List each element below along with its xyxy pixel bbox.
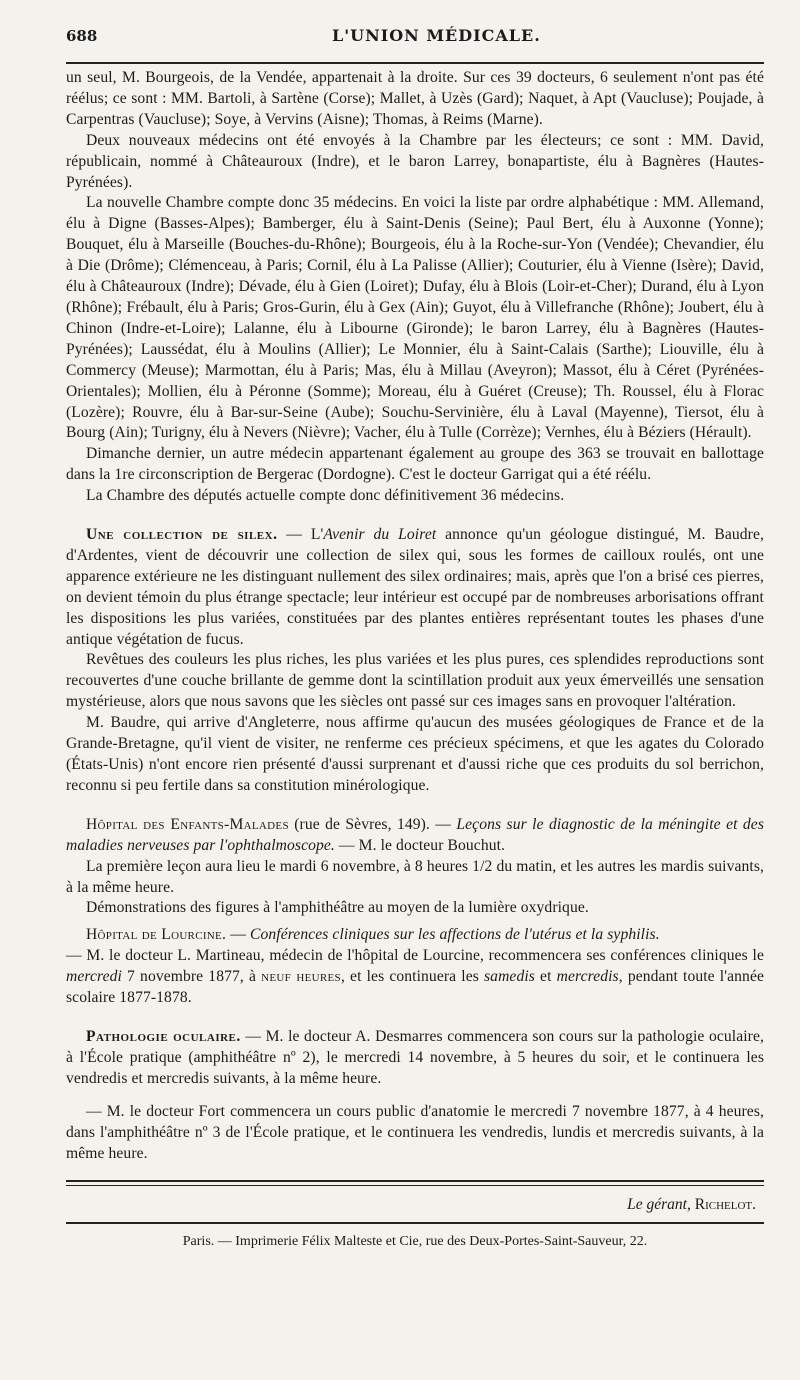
silex-paragraph-1 [66, 525, 764, 650]
elections-paragraph-2: Deux nouveaux médecins ont été envoyés à la Chambre par les électeurs; ce sont : MM. David, républicain, nommé à Châteauroux (Indre), et le baron Larrey, bonapartiste, élu à Bagnères (Hautes-Pyrénées). [66, 131, 764, 191]
article-body [66, 68, 764, 1164]
silex-paragraph-2: Revêtues des couleurs les plus riches, les plus variées et les plus pures, ces splendides reproductions sont recouvertes d'une couche brillante de gemme dont la scintillation produit aux yeux émerveillés une sensation mystérieuse, alors que nous savons que les siècles ont passé sur ces images sans en provoquer l'altération. [66, 651, 764, 711]
lourcine-text-b: 7 novembre 1877, à [121, 968, 262, 986]
running-head [66, 26, 764, 48]
lourcine-paragraph-2 [66, 946, 764, 1009]
elections-paragraph-4: Dimanche dernier, un autre médecin appartenant également au groupe des 363 se trouvait en ballottage dans la 1re circonscription de Bergerac (Dordogne). C'est le docteur Garrigat qui a été réélu. [66, 445, 764, 484]
oculaire-text: — M. le docteur A. Desmarres commencera son cours sur la pathologie oculaire, à l'École pratique (amphithéâtre nº 2), le mercredi 14 novembre, à 5 heures du soir, et le continuera les vendredis et mercredis suivants, à la même heure. [66, 1027, 764, 1087]
elections-paragraph-1: un seul, M. Bourgeois, de la Vendée, appartenait à la droite. Sur ces 39 docteurs, 6 seulement n'ont pas été réélus; ce sont : MM. Bartoli, à Sartène (Corse); Mallet, à Uzès (Gard); Naquet, à Apt (Vaucluse); Poujade, à Carpentras (Vaucluse); Soye, à Vervins (Aisne); Thomas, à Reims (Marne). [66, 69, 764, 128]
lourcine-paragraph-1 [66, 925, 764, 946]
imprint-line: Paris. — Imprimerie Félix Malteste et Cie, rue des Deux-Portes-Saint-Sauveur, 22. [182, 1234, 648, 1250]
lourcine-title: Conférences cliniques sur les affections de l'utérus et la syphilis. [249, 926, 660, 944]
enfants-malades-heading: Hôpital des Enfants-Malades [86, 815, 289, 833]
enfants-malades-paragraph-1 [66, 815, 764, 857]
footer-rule [66, 1222, 764, 1224]
enfants-malades-paragraph-3: Démonstrations des figures à l'amphithéâtre au moyen de la lumière oxydrique. [86, 899, 589, 917]
enfants-malades-lecturer: — M. le docteur Bouchut. [334, 836, 506, 854]
lourcine-hour: neuf heures [261, 968, 341, 986]
closing-rule [66, 1180, 764, 1186]
oculaire-paragraph-1 [66, 1027, 764, 1090]
lourcine-text-c: , et les continuera les [340, 968, 484, 986]
elections-section [66, 68, 764, 507]
lourcine-section [66, 925, 764, 1009]
header-rule [66, 62, 764, 64]
silex-paragraph-3: M. Baudre, qui arrive d'Angleterre, nous affirme qu'aucun des musées géologiques de France et de la Grande-Bretagne, qu'il vient de visiter, ne renferme ces précieux spécimens, et que les agates du Colorado (États-Unis) n'ont encore rien présenté d'aussi surprenant et d'aussi riche que ces produits du sol berrichon, reconnu si peu fertile dans sa constitution minérologique. [66, 714, 764, 794]
lourcine-day-2: samedis [484, 968, 535, 986]
journal-title: L'UNION MÉDICALE. [332, 26, 541, 45]
elections-paragraph-3: La nouvelle Chambre compte donc 35 médecins. En voici la liste par ordre alphabétique : MM. Allemand, élu à Digne (Basses-Alpes); Bamberger, élu à Saint-Denis (Seine); Paul Bert, élu à Auxonne (Yonne); Bouquet, élu à Marseille (Bouches-du-Rhône); Bourgeois, élu à la Roche-sur-Yon (Vendée); Chevandier, élu à Die (Drôme); Clémenceau, à Paris; Cornil, élu à La Palisse (Allier); Couturier, élu à Vienne (Isère); David, élu à Châteauroux (Indre); Dévade, élu à Gien (Loiret); Dufay, élu à Blois (Loir-et-Cher); Durand, élu à Lyon (Rhône); Frébault, élu à Paris; Gros-Gurin, élu à Gex (Ain); Guyot, élu à Villefranche (Rhône); Joubert, élu à Chinon (Indre-et-Loire); Lalanne, élu à Libourne (Gironde); le baron Larrey, élu à Bagnères (Hautes-Pyrénées); Laussédat, élu à Moulins (Allier); Le Monnier, élu à Saint-Calais (Sarthe); Liouville, élu à Commercy (Meuse); Marmottan, élu à Paris; Mas, élu à Millau (Aveyron); Massot, élu à Céret (Pyrénées-Orientales); Mollien, élu à Péronne (Somme); Moreau, élu à Guéret (Creuse); Th. Roussel, élu à Florac (Lozère); Rouvre, élu à Bar-sur-Seine (Aube); Souchu-Servinière, élu à Laval (Mayenne), Tiersot, élu à Bourg (Ain); Turigny, élu à Nevers (Nièvre); Vacher, élu à Tulle (Corrèze); Vernhes, élu à Béziers (Hérault). [66, 194, 764, 442]
lourcine-text-d: et [534, 968, 557, 986]
signature-name: Richelot. [694, 1196, 756, 1214]
enfants-malades-section [66, 815, 764, 920]
enfants-malades-address: (rue de Sèvres, 149). — [288, 815, 457, 833]
oculaire-section [66, 1027, 764, 1164]
lourcine-text-e: , pendant toute l'année scolaire 1877-1878. [66, 968, 764, 1007]
lourcine-dash: — [226, 926, 250, 944]
lourcine-heading: Hôpital de Lourcine. [86, 926, 227, 944]
silex-section [66, 525, 764, 797]
lourcine-text-a: — M. le docteur L. Martineau, médecin de l'hôpital de Lourcine, recommencera ses conférences cliniques le [66, 947, 764, 965]
lourcine-day-1: mercredi [66, 968, 122, 986]
enfants-malades-paragraph-2: La première leçon aura lieu le mardi 6 novembre, à 8 heures 1/2 du matin, et les autres les mardis suivants, à la même heure. [66, 857, 764, 896]
silex-dash: — L' [277, 526, 324, 544]
elections-paragraph-5: La Chambre des députés actuelle compte donc définitivement 36 médecins. [86, 487, 565, 505]
page-number: 688 [66, 27, 98, 45]
signature-role: Le gérant [627, 1196, 687, 1214]
lourcine-day-3: mercredis [556, 968, 619, 986]
oculaire-heading: Pathologie oculaire. [86, 1027, 241, 1045]
enfants-malades-title: Leçons sur le diagnostic de la méningite et des maladies nerveuses par l'ophthalmoscope. [66, 815, 764, 854]
oculaire-paragraph-2: — M. le docteur Fort commencera un cours public d'anatomie le mercredi 7 novembre 1877, à 4 heures, dans l'amphithéâtre nº 3 de l'École pratique, et le continuera les vendredis, lundis et mercredis suivants, à la même heure. [66, 1102, 764, 1162]
signature: Le gérant, Richelot. [627, 1196, 756, 1214]
silex-heading: Une collection de silex. [86, 526, 278, 544]
silex-source: Avenir du Loiret [323, 526, 437, 544]
silex-text: annonce qu'un géologue distingué, M. Baudre, d'Ardentes, vient de découvrir une collection de silex qui, sous les formes de cailloux roulés, ont une apparence extérieure ne les distinguant nullement des silex ordinaires; mais, après que l'on a brisé ces pierres, on devient témoin du plus étrange spectacle; leur intérieur est occupé par de nombreuses arborisations offrant les dispositions les plus variées, constituées par des plantes entières représentant toutes les phases d'une antique végétation de fucus. [66, 526, 764, 648]
